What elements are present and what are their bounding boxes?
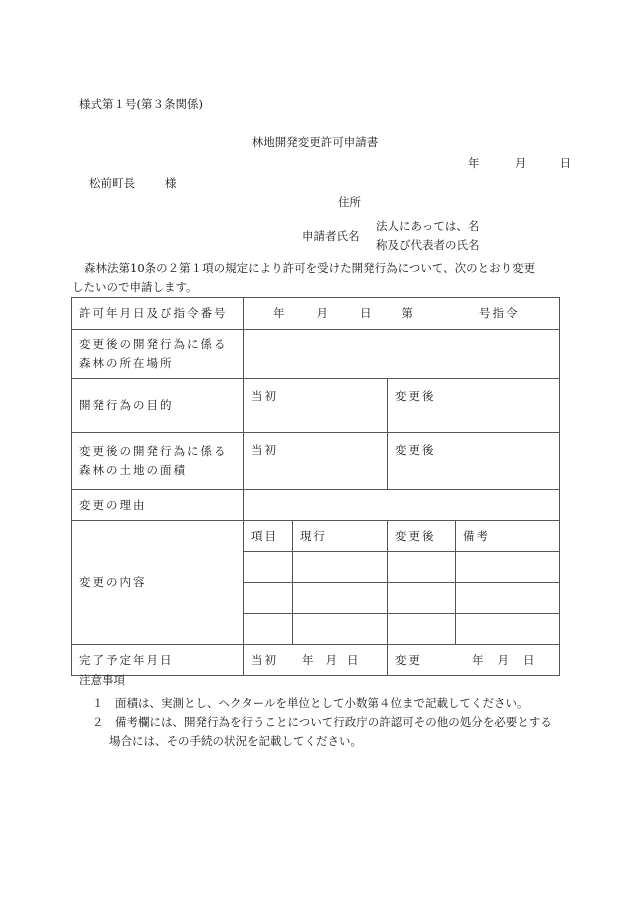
application-form-table xyxy=(71,297,560,676)
completion-label: 完了予定年月日 xyxy=(72,645,244,676)
addressee xyxy=(89,175,177,191)
content-current-cell[interactable] xyxy=(293,583,388,614)
completion-change-label: 変更 xyxy=(395,652,422,667)
completion-change-day: 日 xyxy=(523,652,537,667)
intro-paragraph xyxy=(72,259,558,297)
content-after-cell[interactable] xyxy=(388,614,456,645)
completion-change-year: 年 xyxy=(472,652,486,667)
area-label-line2: 森林の土地の面積 xyxy=(79,463,187,477)
content-after-cell[interactable] xyxy=(388,583,456,614)
application-date xyxy=(468,155,571,171)
content-item-cell[interactable] xyxy=(244,614,293,645)
corporation-note-line1: 法人にあっては、名 xyxy=(376,219,480,233)
completion-change-field[interactable] xyxy=(388,645,560,676)
content-remarks-cell[interactable] xyxy=(456,552,560,583)
col-item-header: 項目 xyxy=(244,521,293,552)
reason-field[interactable] xyxy=(244,490,560,521)
note-2: ２ 備考欄には、開発行為を行うことについて行政庁の許認可その他の処分を必要とする xyxy=(92,715,552,729)
note-2-continued: 場合には、その手続の状況を記載してください。 xyxy=(109,734,362,748)
content-current-cell[interactable] xyxy=(293,552,388,583)
content-current-cell[interactable] xyxy=(293,614,388,645)
content-after-cell[interactable] xyxy=(388,552,456,583)
location-label-line1: 変更後の開発行為に係る xyxy=(79,337,228,351)
area-row xyxy=(72,433,560,490)
permit-shirei: 号指令 xyxy=(479,306,520,320)
date-year: 年 xyxy=(468,156,480,170)
permit-month: 月 xyxy=(316,306,330,320)
date-day: 日 xyxy=(559,156,572,170)
content-header-row xyxy=(72,521,560,552)
permit-row xyxy=(72,298,560,330)
col-current-header: 現行 xyxy=(293,521,388,552)
completion-initial-label: 当初 xyxy=(251,652,278,667)
form-number: 様式第１号(第３条関係) xyxy=(79,97,203,111)
purpose-initial-field[interactable] xyxy=(244,379,388,433)
permit-year: 年 xyxy=(273,306,287,320)
location-label xyxy=(72,330,244,379)
permit-value-field[interactable] xyxy=(244,298,560,330)
content-item-cell[interactable] xyxy=(244,552,293,583)
permit-label: 許可年月日及び指令番号 xyxy=(72,298,244,330)
intro-line2: したいので申請します。 xyxy=(72,280,198,294)
completion-initial-day: 日 xyxy=(347,652,361,667)
completion-row xyxy=(72,645,560,676)
area-label xyxy=(72,433,244,490)
completion-initial-field[interactable] xyxy=(244,645,388,676)
completion-change-month: 月 xyxy=(497,652,511,667)
area-initial-field[interactable] xyxy=(244,433,388,490)
area-label-line1: 変更後の開発行為に係る xyxy=(79,444,228,458)
corporation-note xyxy=(376,217,480,255)
corporation-note-line2: 称及び代表者の氏名 xyxy=(376,238,480,252)
intro-line1: 森林法第10条の２第１項の規定により許可を受けた開発行為について、次のとおり変更 xyxy=(84,261,536,275)
notes-heading: 注意事項 xyxy=(79,673,125,687)
col-remarks-header: 備考 xyxy=(456,521,560,552)
document-title: 林地開発変更許可申請書 xyxy=(251,135,379,149)
purpose-after-label: 変更後 xyxy=(395,389,436,403)
location-row xyxy=(72,330,560,379)
content-remarks-cell[interactable] xyxy=(456,614,560,645)
content-label: 変更の内容 xyxy=(72,521,244,645)
purpose-row xyxy=(72,379,560,433)
permit-dai: 第 xyxy=(401,306,415,320)
content-item-cell[interactable] xyxy=(244,583,293,614)
purpose-label: 開発行為の目的 xyxy=(72,379,244,433)
date-month: 月 xyxy=(514,156,527,170)
reason-label: 変更の理由 xyxy=(72,490,244,521)
reason-row xyxy=(72,490,560,521)
area-after-field[interactable] xyxy=(388,433,560,490)
area-initial-label: 当初 xyxy=(251,443,278,457)
purpose-after-field[interactable] xyxy=(388,379,560,433)
content-remarks-cell[interactable] xyxy=(456,583,560,614)
completion-initial-month: 月 xyxy=(325,652,339,667)
location-field[interactable] xyxy=(244,330,560,379)
purpose-initial-label: 当初 xyxy=(251,389,278,403)
note-1: １ 面積は、実測とし、ヘクタールを単位として小数第４位まで記載してください。 xyxy=(92,696,529,710)
col-after-header: 変更後 xyxy=(388,521,456,552)
addressee-honorific: 様 xyxy=(165,176,177,190)
permit-day: 日 xyxy=(360,306,374,320)
applicant-name-label: 申請者氏名 xyxy=(302,229,360,243)
area-after-label: 変更後 xyxy=(395,443,436,457)
address-label: 住所 xyxy=(338,195,361,209)
location-label-line2: 森林の所在場所 xyxy=(79,356,174,370)
completion-initial-year: 年 xyxy=(302,652,316,667)
addressee-name: 松前町長 xyxy=(89,176,135,190)
